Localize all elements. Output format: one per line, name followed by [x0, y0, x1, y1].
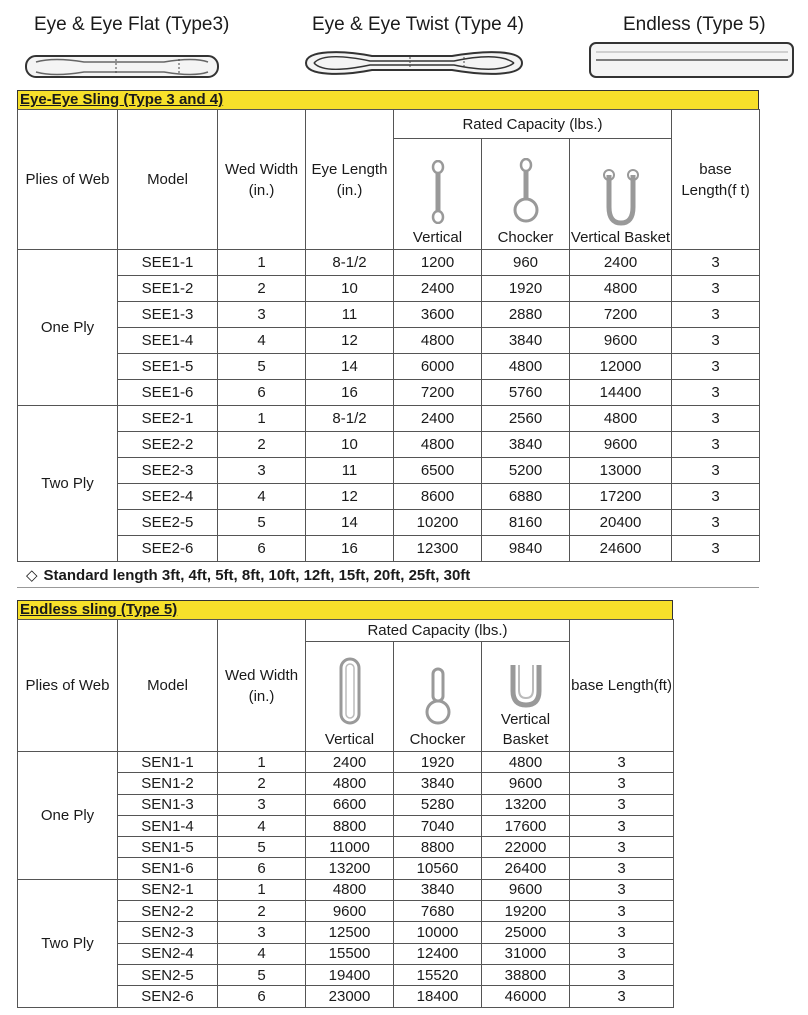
eye-length-header: Eye Length (in.) [306, 110, 394, 250]
base-length-cell: 3 [570, 794, 674, 815]
eye-length-cell: 10 [306, 276, 394, 302]
base-length-cell: 3 [570, 964, 674, 985]
plies-header: Plies of Web [18, 110, 118, 250]
base-length-cell: 3 [672, 536, 760, 562]
width-cell: 5 [218, 837, 306, 858]
vertical-cell: 11000 [306, 837, 394, 858]
basket-label: Vertical Basket [570, 229, 671, 246]
eye-length-cell: 8-1/2 [306, 406, 394, 432]
vertical-cell: 9600 [306, 901, 394, 922]
vertical-header [306, 642, 394, 752]
divider [17, 587, 759, 588]
width-cell: 5 [218, 964, 306, 985]
width-cell: 4 [218, 484, 306, 510]
vertical-cell: 12500 [306, 922, 394, 943]
vertical-cell: 13200 [306, 858, 394, 879]
vertical-cell: 8800 [306, 815, 394, 836]
base-length-header: base Length(f t) [672, 110, 760, 250]
base-length-cell: 3 [672, 250, 760, 276]
model-cell: SEE1-4 [118, 328, 218, 354]
base-length-cell: 3 [672, 380, 760, 406]
width-cell: 3 [218, 302, 306, 328]
model-cell: SEN1-3 [118, 794, 218, 815]
basket-hitch-icon [599, 169, 643, 227]
eye-length-cell: 8-1/2 [306, 250, 394, 276]
basket-cell: 13000 [570, 458, 672, 484]
model-cell: SEE1-1 [118, 250, 218, 276]
width-cell: 6 [218, 536, 306, 562]
model-cell: SEN2-2 [118, 901, 218, 922]
base-length-cell: 3 [672, 276, 760, 302]
model-cell: SEE2-1 [118, 406, 218, 432]
basket-cell: 4800 [570, 276, 672, 302]
base-length-cell: 3 [672, 302, 760, 328]
width-cell: 4 [218, 328, 306, 354]
model-cell: SEN2-6 [118, 986, 218, 1007]
endless-sling-table [17, 619, 674, 1008]
choker-cell: 15520 [394, 964, 482, 985]
basket-header [570, 139, 672, 250]
base-length-cell: 3 [672, 406, 760, 432]
model-header: Model [118, 110, 218, 250]
base-length-cell: 3 [570, 943, 674, 964]
eye-length-cell: 12 [306, 484, 394, 510]
base-length-cell: 3 [570, 986, 674, 1007]
vertical-label: Vertical [324, 731, 375, 748]
width-cell: 3 [218, 922, 306, 943]
choker-cell: 7040 [394, 815, 482, 836]
vertical-hitch-icon [428, 160, 448, 224]
choker-cell: 3840 [482, 432, 570, 458]
eye-length-cell: 16 [306, 536, 394, 562]
vertical-cell: 23000 [306, 986, 394, 1007]
choker-header [394, 642, 482, 752]
model-cell: SEN2-4 [118, 943, 218, 964]
base-length-cell: 3 [570, 922, 674, 943]
choker-cell: 5760 [482, 380, 570, 406]
basket-cell: 24600 [570, 536, 672, 562]
width-cell: 6 [218, 986, 306, 1007]
width-cell: 3 [218, 794, 306, 815]
vertical-cell: 2400 [306, 752, 394, 773]
basket-cell: 9600 [482, 879, 570, 900]
diamond-icon: ◇ [26, 567, 38, 584]
width-cell: 2 [218, 276, 306, 302]
width-cell: 2 [218, 432, 306, 458]
model-cell: SEE2-3 [118, 458, 218, 484]
basket-cell: 12000 [570, 354, 672, 380]
vertical-cell: 8600 [394, 484, 482, 510]
width-header: Wed Width (in.) [218, 620, 306, 752]
base-length-cell: 3 [570, 815, 674, 836]
choker-cell: 18400 [394, 986, 482, 1007]
base-length-cell: 3 [672, 458, 760, 484]
vertical-header [394, 139, 482, 250]
eye-sling-title: Eye-Eye Sling (Type 3 and 4) [17, 90, 759, 110]
width-cell: 1 [218, 250, 306, 276]
basket-cell: 13200 [482, 794, 570, 815]
vertical-cell: 3600 [394, 302, 482, 328]
basket-cell: 25000 [482, 922, 570, 943]
width-cell: 6 [218, 858, 306, 879]
model-cell: SEN1-1 [118, 752, 218, 773]
width-cell: 1 [218, 752, 306, 773]
choker-cell: 2560 [482, 406, 570, 432]
eye-length-cell: 10 [306, 432, 394, 458]
model-cell: SEN1-2 [118, 773, 218, 794]
basket-cell: 4800 [570, 406, 672, 432]
choker-cell: 5200 [482, 458, 570, 484]
model-cell: SEN1-4 [118, 815, 218, 836]
model-cell: SEE1-5 [118, 354, 218, 380]
model-cell: SEE2-6 [118, 536, 218, 562]
base-length-cell: 3 [570, 752, 674, 773]
base-length-cell: 3 [570, 773, 674, 794]
model-header: Model [118, 620, 218, 752]
base-length-cell: 3 [672, 354, 760, 380]
vertical-cell: 4800 [306, 773, 394, 794]
base-length-cell: 3 [570, 879, 674, 900]
model-cell: SEE1-2 [118, 276, 218, 302]
endless-basket-icon [504, 661, 548, 709]
plies-header: Plies of Web [18, 620, 118, 752]
vertical-cell: 19400 [306, 964, 394, 985]
type5-label: Endless (Type 5) [623, 14, 766, 35]
model-cell: SEE2-5 [118, 510, 218, 536]
vertical-cell: 4800 [394, 432, 482, 458]
basket-cell: 7200 [570, 302, 672, 328]
base-length-header: base Length(ft) [570, 620, 674, 752]
choker-cell: 3840 [482, 328, 570, 354]
basket-cell: 26400 [482, 858, 570, 879]
basket-cell: 9600 [570, 328, 672, 354]
model-cell: SEN1-5 [118, 837, 218, 858]
ply-group-label: Two Ply [18, 879, 118, 1007]
choker-cell: 3840 [394, 879, 482, 900]
basket-cell: 38800 [482, 964, 570, 985]
base-length-cell: 3 [672, 510, 760, 536]
choker-cell: 10560 [394, 858, 482, 879]
vertical-cell: 6000 [394, 354, 482, 380]
width-cell: 4 [218, 815, 306, 836]
base-length-cell: 3 [672, 484, 760, 510]
vertical-cell: 1200 [394, 250, 482, 276]
endless-sling-title: Endless sling (Type 5) [17, 600, 673, 620]
choker-hitch-icon [509, 158, 543, 224]
width-cell: 6 [218, 380, 306, 406]
choker-cell: 8160 [482, 510, 570, 536]
eye-length-cell: 12 [306, 328, 394, 354]
choker-cell: 10000 [394, 922, 482, 943]
vertical-cell: 6600 [306, 794, 394, 815]
type4-label: Eye & Eye Twist (Type 4) [312, 14, 524, 35]
rated-capacity-header: Rated Capacity (lbs.) [306, 620, 570, 642]
eye-length-cell: 11 [306, 302, 394, 328]
choker-cell: 1920 [482, 276, 570, 302]
vertical-cell: 4800 [394, 328, 482, 354]
vertical-cell: 15500 [306, 943, 394, 964]
width-header: Wed Width (in.) [218, 110, 306, 250]
width-cell: 2 [218, 901, 306, 922]
choker-cell: 7680 [394, 901, 482, 922]
width-cell: 2 [218, 773, 306, 794]
choker-cell: 6880 [482, 484, 570, 510]
standard-length-note [26, 566, 470, 584]
choker-cell: 4800 [482, 354, 570, 380]
base-length-cell: 3 [570, 858, 674, 879]
choker-cell: 2880 [482, 302, 570, 328]
model-cell: SEN2-3 [118, 922, 218, 943]
twisted-eye-sling-icon [302, 46, 526, 80]
vertical-cell: 2400 [394, 276, 482, 302]
choker-label: Chocker [409, 731, 466, 748]
basket-cell: 22000 [482, 837, 570, 858]
width-cell: 4 [218, 943, 306, 964]
base-length-cell: 3 [570, 901, 674, 922]
vertical-label: Vertical [412, 229, 463, 246]
model-cell: SEE1-3 [118, 302, 218, 328]
vertical-cell: 2400 [394, 406, 482, 432]
endless-vertical-icon [335, 656, 365, 726]
eye-sling-table [17, 109, 760, 562]
width-cell: 5 [218, 510, 306, 536]
width-cell: 5 [218, 354, 306, 380]
vertical-cell: 10200 [394, 510, 482, 536]
choker-cell: 1920 [394, 752, 482, 773]
model-cell: SEE2-4 [118, 484, 218, 510]
choker-header [482, 139, 570, 250]
choker-cell: 9840 [482, 536, 570, 562]
eye-length-cell: 16 [306, 380, 394, 406]
ply-group-label: One Ply [18, 752, 118, 880]
basket-header [482, 642, 570, 752]
eye-length-cell: 14 [306, 354, 394, 380]
endless-choker-icon [421, 666, 455, 726]
vertical-cell: 12300 [394, 536, 482, 562]
basket-cell: 9600 [482, 773, 570, 794]
choker-cell: 3840 [394, 773, 482, 794]
basket-cell: 17200 [570, 484, 672, 510]
width-cell: 1 [218, 879, 306, 900]
base-length-cell: 3 [570, 837, 674, 858]
model-cell: SEN2-1 [118, 879, 218, 900]
vertical-cell: 4800 [306, 879, 394, 900]
vertical-cell: 7200 [394, 380, 482, 406]
basket-cell: 19200 [482, 901, 570, 922]
basket-cell: 2400 [570, 250, 672, 276]
eye-length-cell: 14 [306, 510, 394, 536]
eye-length-cell: 11 [306, 458, 394, 484]
standard-length-text: Standard length 3ft, 4ft, 5ft, 8ft, 10ft, 12ft, 15ft, 20ft, 25ft, 30ft [43, 567, 471, 584]
model-cell: SEE2-2 [118, 432, 218, 458]
ply-group-label: Two Ply [18, 406, 118, 562]
choker-cell: 8800 [394, 837, 482, 858]
model-cell: SEN1-6 [118, 858, 218, 879]
vertical-cell: 6500 [394, 458, 482, 484]
choker-cell: 12400 [394, 943, 482, 964]
choker-cell: 960 [482, 250, 570, 276]
endless-sling-icon [588, 40, 796, 80]
choker-cell: 5280 [394, 794, 482, 815]
choker-label: Chocker [497, 229, 554, 246]
basket-cell: 31000 [482, 943, 570, 964]
basket-cell: 17600 [482, 815, 570, 836]
model-cell: SEN2-5 [118, 964, 218, 985]
basket-cell: 9600 [570, 432, 672, 458]
base-length-cell: 3 [672, 432, 760, 458]
width-cell: 1 [218, 406, 306, 432]
basket-cell: 14400 [570, 380, 672, 406]
width-cell: 3 [218, 458, 306, 484]
rated-capacity-header: Rated Capacity (lbs.) [394, 110, 672, 139]
type3-label: Eye & Eye Flat (Type3) [34, 14, 230, 35]
basket-cell: 4800 [482, 752, 570, 773]
base-length-cell: 3 [672, 328, 760, 354]
basket-cell: 46000 [482, 986, 570, 1007]
basket-label: Vertical Basket [500, 711, 551, 748]
flat-eye-sling-icon [24, 52, 222, 82]
model-cell: SEE1-6 [118, 380, 218, 406]
ply-group-label: One Ply [18, 250, 118, 406]
basket-cell: 20400 [570, 510, 672, 536]
